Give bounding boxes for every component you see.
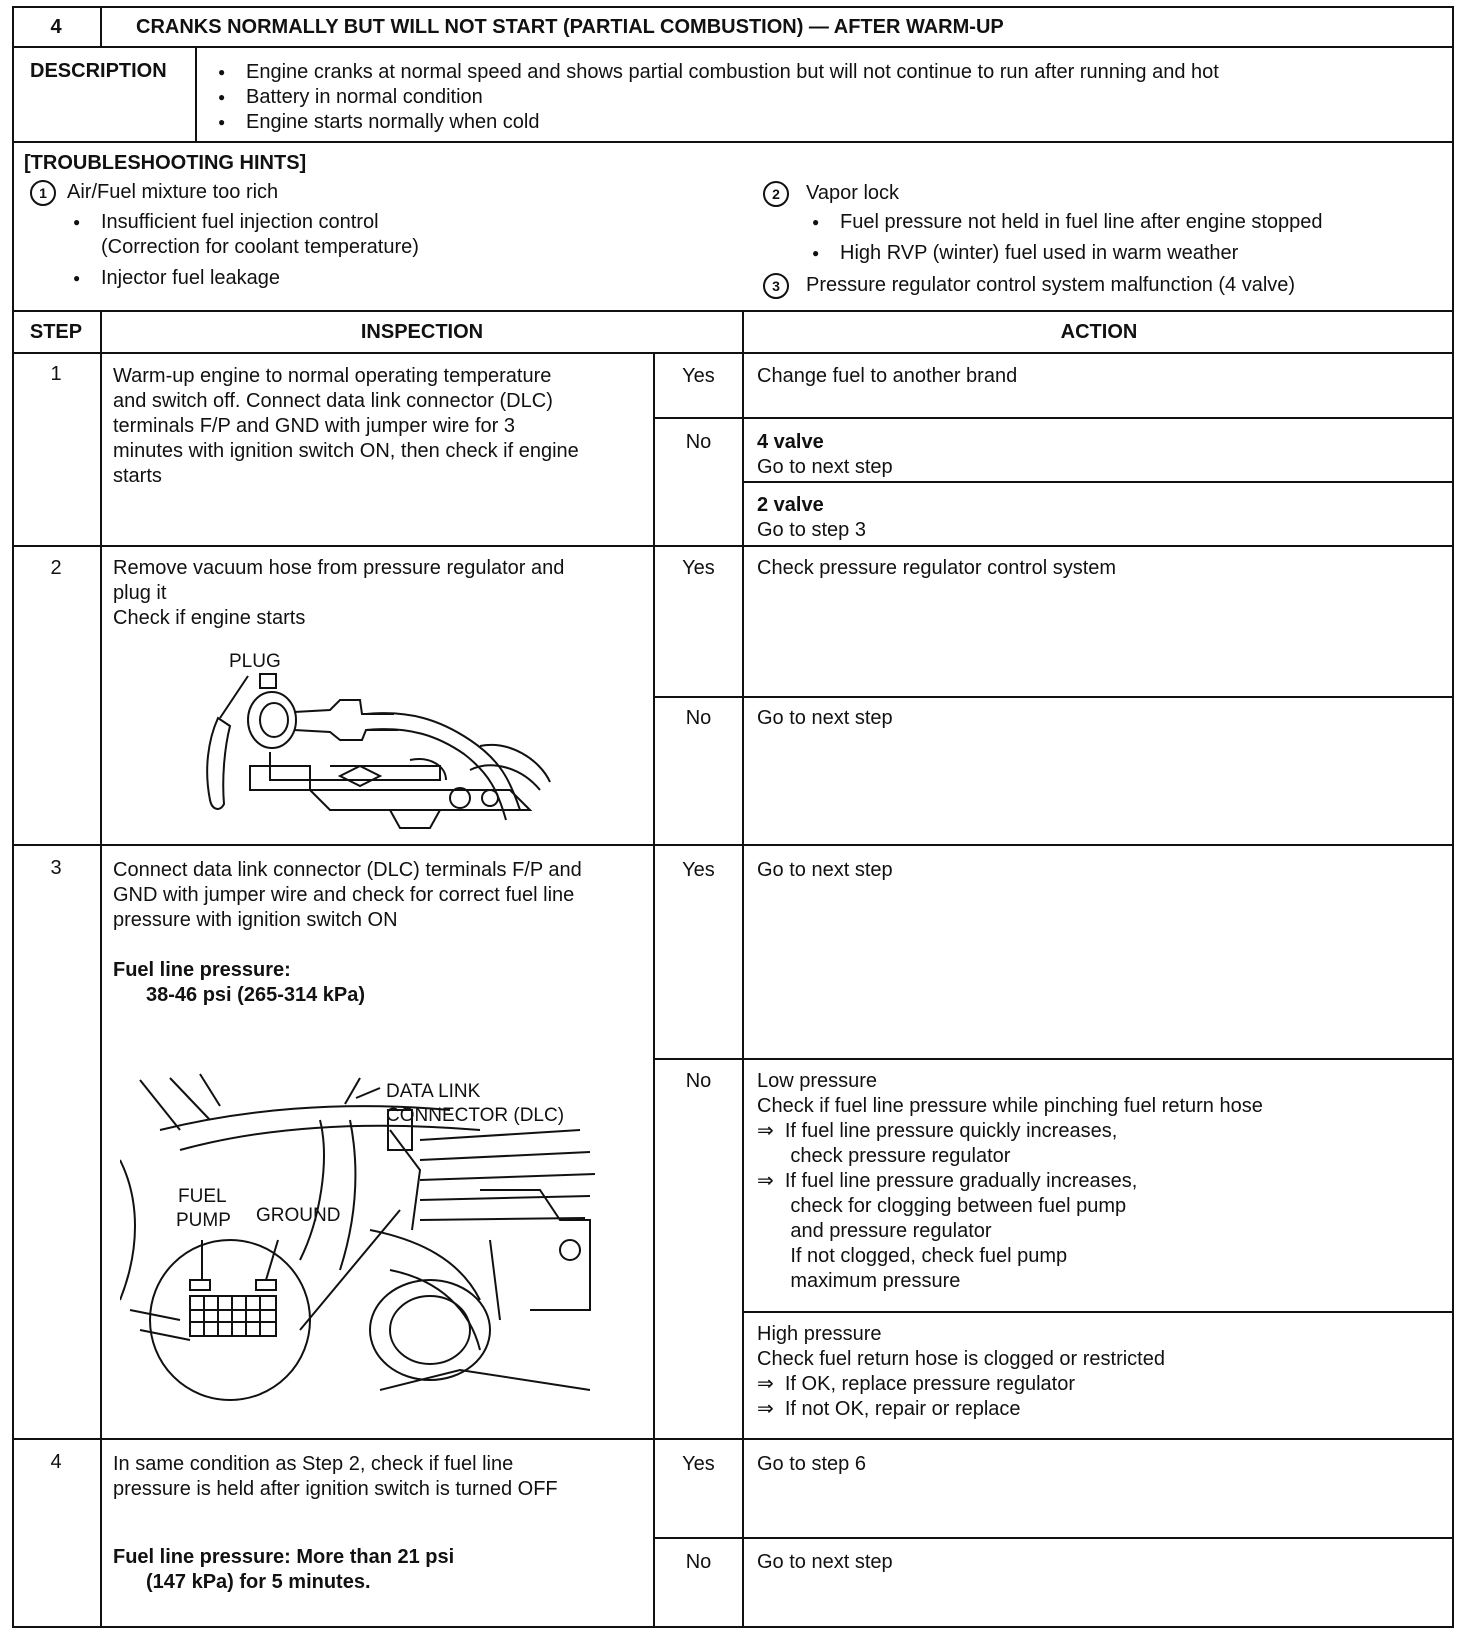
answer-yes: Yes — [682, 557, 715, 579]
rule — [12, 141, 1454, 143]
rule — [653, 1537, 1454, 1539]
spec-title: Fuel line pressure: — [113, 959, 291, 981]
action-line: and pressure regulator — [757, 1220, 992, 1242]
action-subtitle: 4 valve — [757, 431, 824, 453]
rule — [742, 310, 744, 1628]
figure-label-ground: GROUND — [256, 1205, 341, 1226]
answer-no: No — [685, 431, 712, 453]
step-number: 4 — [50, 1451, 62, 1473]
step-inspection-line: pressure with ignition switch ON — [113, 909, 398, 931]
description-item: ● Engine starts normally when cold — [246, 110, 539, 135]
spec-value: (147 kPa) for 5 minutes. — [146, 1571, 371, 1593]
column-header-action: ACTION — [1060, 321, 1138, 343]
column-header-step: STEP — [29, 321, 83, 343]
action-line: check pressure regulator — [757, 1145, 1011, 1167]
hint-number: 3 — [763, 273, 789, 299]
step-inspection-line: plug it — [113, 582, 167, 604]
figure-label-pump: PUMP — [176, 1210, 231, 1231]
answer-no: No — [685, 707, 712, 729]
action-text: Go to next step — [757, 707, 893, 729]
action-text: Go to step 3 — [757, 519, 866, 541]
rule — [195, 46, 197, 142]
step-inspection-line: GND with jumper wire and check for correct fuel line — [113, 884, 575, 906]
rule — [12, 844, 1454, 846]
figure-label-dlc: CONNECTOR (DLC) — [386, 1105, 565, 1126]
procedure-title: CRANKS NORMALLY BUT WILL NOT START (PARTIAL COMBUSTION) — AFTER WARM-UP — [136, 16, 1004, 38]
hint-bullet-cont: (Correction for coolant temperature) — [101, 236, 419, 258]
step-inspection-line: starts — [113, 465, 162, 487]
rule — [12, 46, 1454, 48]
rule — [653, 1058, 1454, 1060]
rule — [100, 310, 102, 1628]
step-number: 2 — [50, 557, 62, 579]
step-inspection-line: Remove vacuum hose from pressure regulator and — [113, 557, 565, 579]
action-line: ⇒ If fuel line pressure quickly increases, — [757, 1120, 1118, 1142]
rule — [12, 310, 1454, 312]
description-label: DESCRIPTION — [30, 60, 167, 82]
hints-title: [TROUBLESHOOTING HINTS] — [24, 152, 307, 174]
hint-bullet: ● Injector fuel leakage — [101, 266, 280, 291]
hint-number: 2 — [763, 181, 789, 207]
hint-bullet: ● Fuel pressure not held in fuel line after engine stopped — [840, 210, 1323, 235]
action-line: Check if fuel line pressure while pinching fuel return hose — [757, 1095, 1263, 1117]
figure-label-dlc: DATA LINK — [386, 1081, 481, 1102]
step-inspection-line: minutes with ignition switch ON, then check if engine — [113, 440, 579, 462]
step-inspection-line: Check if engine starts — [113, 607, 306, 629]
hint-title: Air/Fuel mixture too rich — [67, 181, 279, 203]
step-inspection-line: and switch off. Connect data link connector (DLC) — [113, 390, 553, 412]
step-number: 1 — [50, 363, 62, 385]
rule — [653, 417, 1454, 419]
action-line: Check fuel return hose is clogged or restricted — [757, 1348, 1165, 1370]
hint-bullet: ● Insufficient fuel injection control — [101, 210, 379, 235]
rule — [742, 481, 1454, 483]
action-text: Go to step 6 — [757, 1453, 866, 1475]
action-line: If not clogged, check fuel pump — [757, 1245, 1068, 1267]
rule — [653, 696, 1454, 698]
rule — [12, 1438, 1454, 1440]
description-item: ● Battery in normal condition — [246, 85, 483, 110]
action-line: check for clogging between fuel pump — [757, 1195, 1127, 1217]
action-line: maximum pressure — [757, 1270, 961, 1292]
answer-no: No — [685, 1551, 712, 1573]
answer-no: No — [685, 1070, 712, 1092]
action-line: High pressure — [757, 1323, 882, 1345]
action-subtitle: 2 valve — [757, 494, 824, 516]
action-text: Go to next step — [757, 456, 893, 478]
step-inspection-line: pressure is held after ignition switch is turned OFF — [113, 1478, 558, 1500]
answer-yes: Yes — [682, 365, 715, 387]
step-inspection-line: Warm-up engine to normal operating temperature — [113, 365, 552, 387]
spec-title: Fuel line pressure: More than 21 psi — [113, 1546, 455, 1568]
action-text: Check pressure regulator control system — [757, 557, 1117, 579]
hint-title: Pressure regulator control system malfunction (4 valve) — [806, 274, 1296, 296]
hint-title: Vapor lock — [806, 182, 900, 204]
action-line: ⇒ If fuel line pressure gradually increases, — [757, 1170, 1138, 1192]
column-header-inspection: INSPECTION — [360, 321, 484, 343]
pressure-regulator-illustration — [190, 670, 560, 830]
rule — [12, 352, 1454, 354]
step-inspection-line: In same condition as Step 2, check if fuel line — [113, 1453, 514, 1475]
step-number: 3 — [50, 857, 62, 879]
rule — [100, 6, 102, 47]
hint-bullet: ● High RVP (winter) fuel used in warm weather — [840, 241, 1238, 266]
action-line: Low pressure — [757, 1070, 878, 1092]
rule — [742, 1311, 1454, 1313]
description-item: ● Engine cranks at normal speed and shows partial combustion but will not continue to run after running and hot — [246, 60, 1219, 85]
action-line: ⇒ If not OK, repair or replace — [757, 1398, 1021, 1420]
figure-label-plug: PLUG — [229, 651, 281, 672]
action-text: Go to next step — [757, 859, 893, 881]
spec-value: 38-46 psi (265-314 kPa) — [146, 984, 366, 1006]
figure-label-fuel: FUEL — [178, 1186, 227, 1207]
action-text: Go to next step — [757, 1551, 893, 1573]
step-inspection-line: Connect data link connector (DLC) terminals F/P and — [113, 859, 582, 881]
procedure-number: 4 — [50, 16, 62, 38]
rule — [653, 352, 655, 1628]
action-line: ⇒ If OK, replace pressure regulator — [757, 1373, 1076, 1395]
hint-number: 1 — [30, 180, 56, 206]
step-inspection-line: terminals F/P and GND with jumper wire for 3 — [113, 415, 515, 437]
answer-yes: Yes — [682, 1453, 715, 1475]
answer-yes: Yes — [682, 859, 715, 881]
rule — [12, 545, 1454, 547]
action-text: Change fuel to another brand — [757, 365, 1018, 387]
